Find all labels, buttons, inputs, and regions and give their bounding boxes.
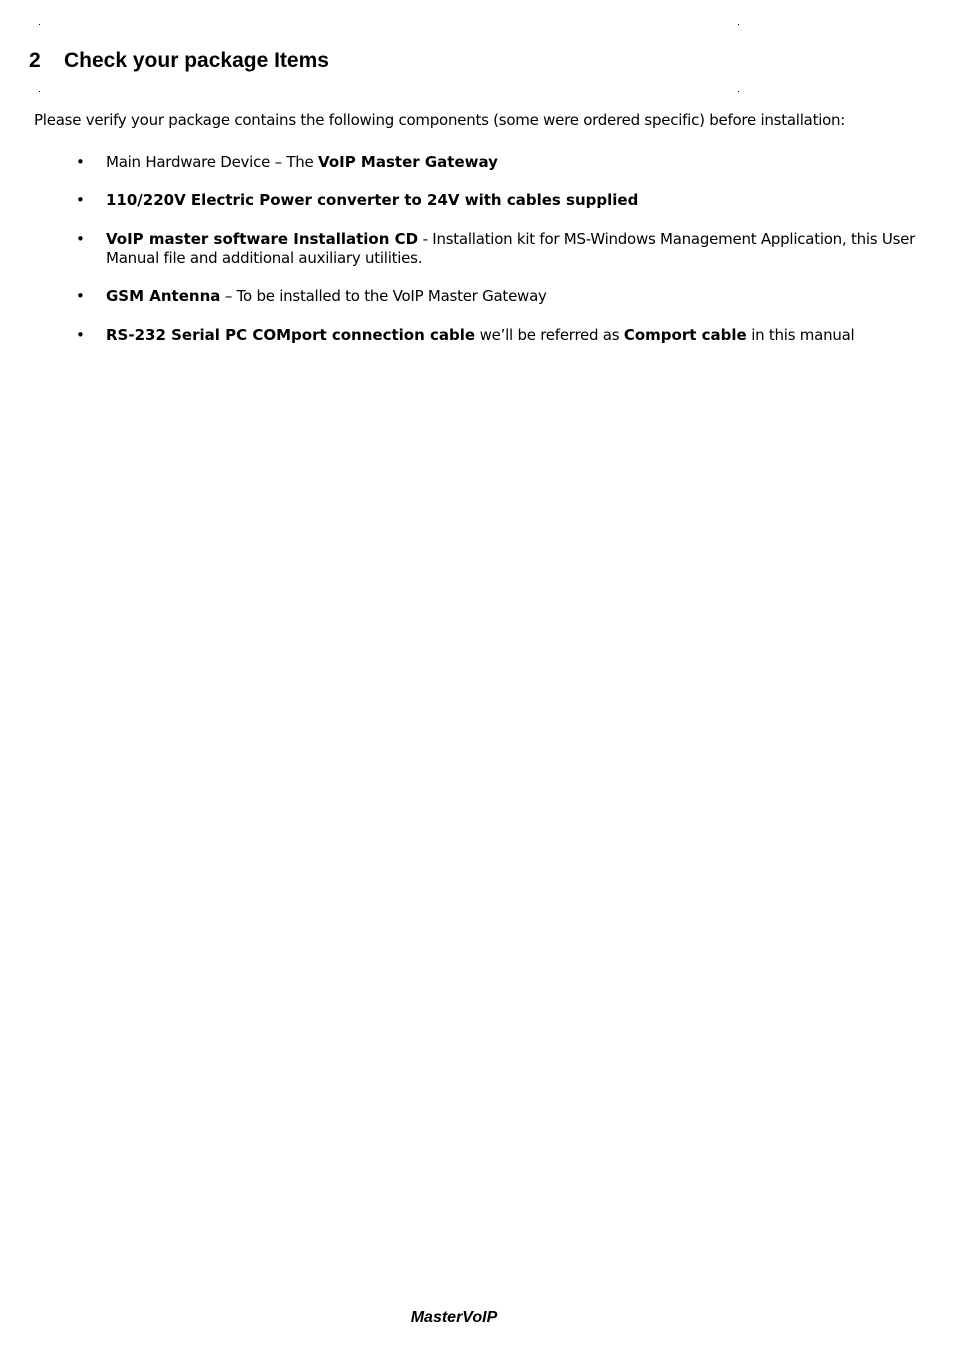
- item-bold: VoIP master software Installation CD: [106, 230, 419, 248]
- section-title: Check your package Items: [64, 49, 329, 72]
- list-item: [76, 230, 926, 268]
- list-item: [76, 153, 926, 172]
- list-item-text: [106, 287, 926, 306]
- item-suffix: - Installation kit for MS-Windows Management Application, this User Manual file and additional auxiliary utilities.: [106, 230, 916, 267]
- item-bold: RS-232 Serial PC COMport connection cable: [106, 326, 476, 344]
- page-footer: MasterVoIP: [410, 1309, 498, 1326]
- list-item-text: [106, 191, 926, 210]
- list-item-text: [106, 230, 926, 268]
- item-bold-2: Comport cable: [623, 326, 747, 344]
- list-item-text: [106, 326, 926, 345]
- list-item: [76, 287, 926, 306]
- item-bold: GSM Antenna: [106, 287, 221, 305]
- section-number: 2: [29, 49, 41, 72]
- list-item-text: [106, 153, 926, 172]
- page-corner-mark-top-left: [39, 24, 40, 25]
- bullet-icon: •: [76, 326, 85, 344]
- item-prefix: Main Hardware Device – The: [106, 153, 319, 171]
- section-heading: [29, 47, 329, 75]
- bullet-icon: •: [76, 230, 85, 248]
- item-suffix-2: in this manual: [746, 326, 855, 344]
- list-item: [76, 191, 926, 210]
- page-corner-mark-mid-right: [738, 91, 739, 92]
- item-bold: 110/220V Electric Power converter to 24V with cables supplied: [106, 191, 639, 209]
- bullet-icon: •: [76, 153, 85, 171]
- page-corner-mark-top-right: [738, 24, 739, 25]
- intro-paragraph: Please verify your package contains the following components (some were ordered specific) before installation:: [34, 111, 846, 129]
- item-suffix: – To be installed to the VoIP Master Gateway: [220, 287, 547, 305]
- item-suffix: we’ll be referred as: [475, 326, 624, 344]
- bullet-icon: •: [76, 191, 85, 209]
- bullet-icon: •: [76, 287, 85, 305]
- item-bold: VoIP Master Gateway: [318, 153, 498, 171]
- page-corner-mark-mid-left: [39, 91, 40, 92]
- list-item: [76, 326, 926, 345]
